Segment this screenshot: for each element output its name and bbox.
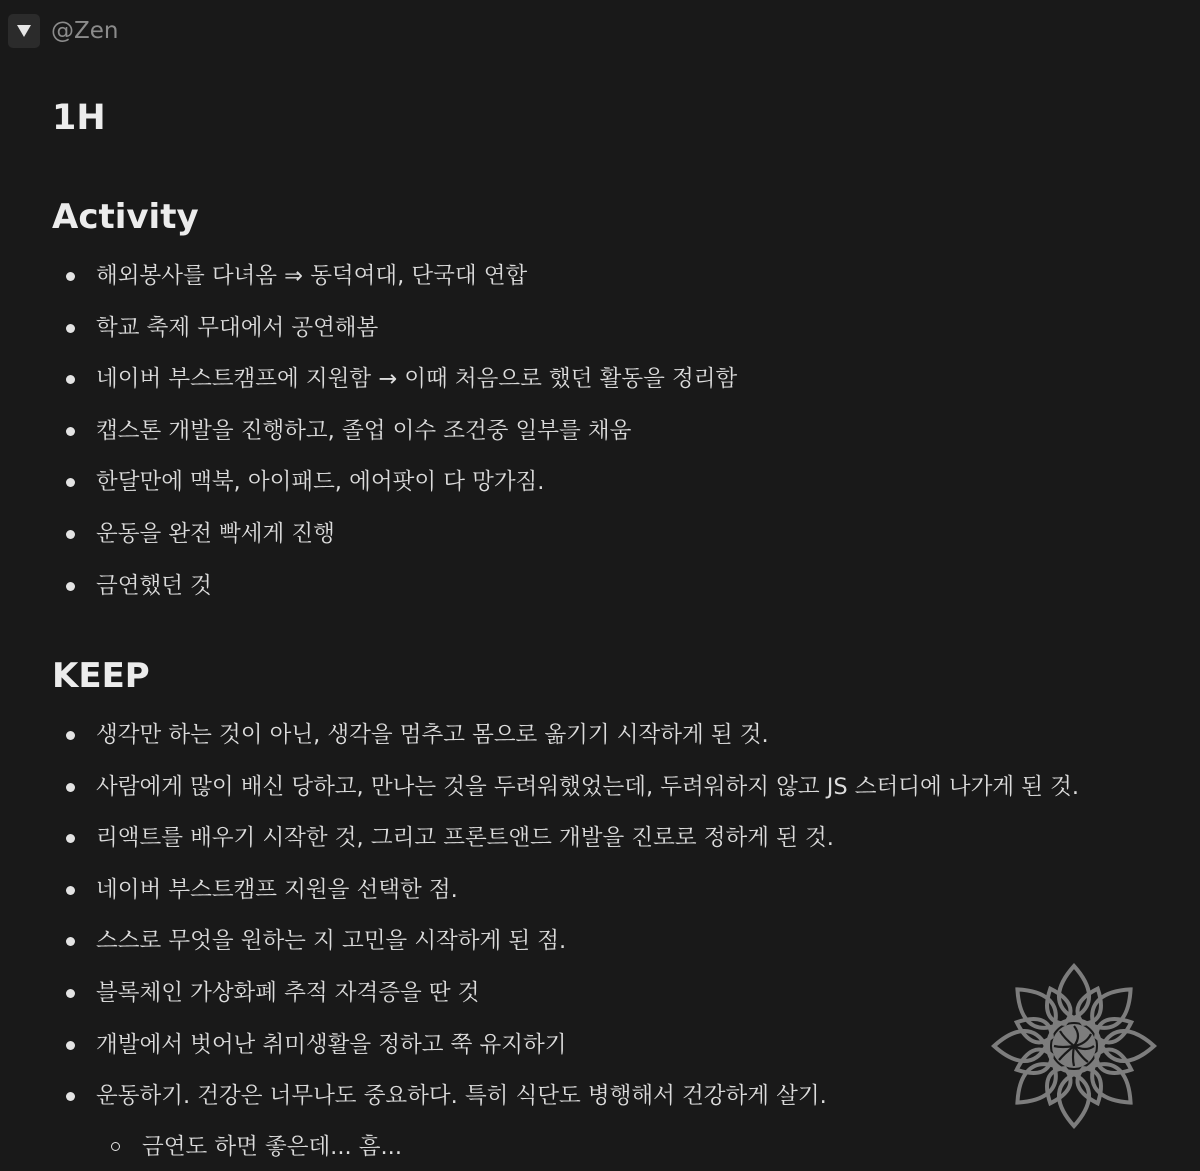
heading-1h: 1H bbox=[52, 98, 106, 138]
triangle-down-icon bbox=[16, 24, 32, 38]
user-mention[interactable]: @Zen bbox=[51, 18, 119, 44]
list-item[interactable] bbox=[52, 467, 1172, 519]
bullet-icon bbox=[66, 783, 75, 792]
bullet-icon bbox=[66, 324, 75, 333]
list-item-text: 금연했던 것 bbox=[96, 572, 212, 599]
list-item[interactable] bbox=[52, 823, 1172, 875]
list-item-text: 해외봉사를 다녀옴 ⇒ 동덕여대, 단국대 연합 bbox=[96, 263, 528, 289]
list-item-text: 운동을 완전 빡세게 진행 bbox=[96, 520, 335, 547]
bullet-icon bbox=[66, 834, 75, 843]
toggle-button[interactable] bbox=[8, 14, 40, 48]
list-item-text: 캡스톤 개발을 진행하고, 졸업 이수 조건중 일부를 채움 bbox=[96, 417, 632, 444]
hollow-bullet-icon bbox=[111, 1142, 120, 1151]
bullet-icon bbox=[66, 427, 75, 436]
heading-keep: KEEP bbox=[52, 656, 150, 696]
list-item-text: 리액트를 배우기 시작한 것, 그리고 프론트앤드 개발을 진로로 정하게 된 것. bbox=[96, 825, 834, 852]
list-item-text: 네이버 부스트캠프 지원을 선택한 점. bbox=[96, 876, 458, 903]
sub-list-item[interactable]: 금연도 하면 좋은데... 흠... bbox=[142, 1134, 402, 1160]
bullet-icon bbox=[66, 530, 75, 539]
list-item[interactable] bbox=[52, 416, 1172, 468]
list-item-text: 스스로 무엇을 원하는 지 고민을 시작하게 된 점. bbox=[96, 928, 567, 955]
list-item[interactable] bbox=[52, 313, 1172, 365]
list-item[interactable] bbox=[52, 364, 1172, 416]
list-item-text: 한달만에 맥북, 아이패드, 에어팟이 다 망가짐. bbox=[96, 469, 545, 496]
list-item[interactable] bbox=[52, 875, 1172, 927]
bullet-icon bbox=[66, 272, 75, 281]
mandala-watermark-icon bbox=[990, 962, 1158, 1130]
bullet-icon bbox=[66, 582, 75, 591]
list-item-text: 운동하기. 건강은 너무나도 중요하다. 특히 식단도 병행해서 건강하게 살기. bbox=[96, 1083, 827, 1110]
list-item[interactable] bbox=[52, 519, 1172, 571]
bullet-icon bbox=[66, 375, 75, 384]
list-item[interactable] bbox=[52, 261, 1172, 313]
list-item-text: 개발에서 벗어난 취미생활을 정하고 쭉 유지하기 bbox=[96, 1031, 567, 1058]
list-item-text: 블록체인 가상화폐 추적 자격증을 딴 것 bbox=[96, 979, 480, 1006]
activity-list bbox=[52, 261, 1172, 622]
list-item[interactable] bbox=[52, 571, 1172, 623]
bullet-icon bbox=[66, 731, 75, 740]
bullet-icon bbox=[66, 937, 75, 946]
list-item-text: 학교 축제 무대에서 공연해봄 bbox=[96, 314, 379, 341]
bullet-icon bbox=[66, 989, 75, 998]
bullet-icon bbox=[66, 886, 75, 895]
list-item[interactable] bbox=[52, 720, 1172, 772]
bullet-icon bbox=[66, 1041, 75, 1050]
list-item[interactable] bbox=[52, 772, 1172, 824]
heading-activity: Activity bbox=[52, 197, 199, 237]
bullet-icon bbox=[66, 478, 75, 487]
list-item-text: 네이버 부스트캠프에 지원함 → 이때 처음으로 했던 활동을 정리함 bbox=[96, 366, 738, 393]
toggle-header bbox=[8, 12, 118, 50]
list-item-text: 생각만 하는 것이 아닌, 생각을 멈추고 몸으로 옮기기 시작하게 된 것. bbox=[96, 722, 769, 748]
list-item-text: 사람에게 많이 배신 당하고, 만나는 것을 두려워했었는데, 두려워하지 않고 JS 스터디에 나가게 된 것. bbox=[96, 773, 1080, 800]
bullet-icon bbox=[66, 1092, 75, 1101]
